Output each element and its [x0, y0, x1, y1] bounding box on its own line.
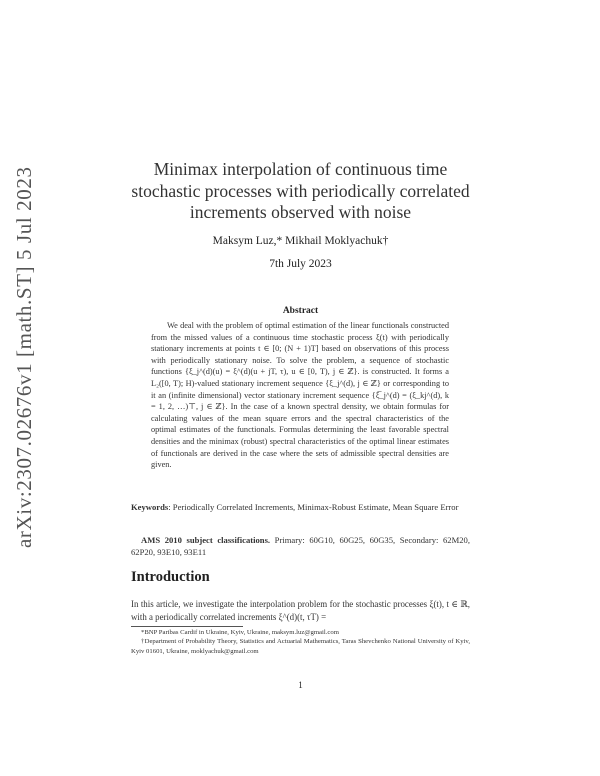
paper-date: 7th July 2023: [269, 258, 332, 270]
footnote-author-2: †Department of Probability Theory, Statistics and Actuarial Mathematics, Taras Shevchenko National University of Kyiv, Kyiv 01601, Ukraine, moklyachuk@gmail.com: [131, 638, 470, 655]
arxiv-identifier: arXiv:2307.02676v1 [math.ST] 5 Jul 2023: [12, 166, 36, 548]
footnotes: [131, 628, 470, 656]
ams-text: Primary: 60G10, 60G25, 60G35, Secondary: 62M20, 62P20, 93E10, 93E11: [131, 535, 470, 557]
abstract-text: We deal with the problem of optimal estimation of the linear functionals constructed from the missed values of a continuous time stochastic process ξ(t) with periodically stationary increments at points t ∈ [0; (N + 1)T] based on observations of this process with periodically stationary noise. To solve the problem, a sequence of stochastic functions {ξ_j^(d)(u) = ξ^(d)(u + jT, τ), u ∈ [0, T), j ∈ ℤ}. is constructed. It forms a L₂([0, T); H)-valued stationary increment sequence {ξ_j^(d), j ∈ ℤ} or corresponding to it an (infinite dimensional) vector stationary increment sequence {ξ̅_j^(d) = (ξ_kj^(d), k = 1, 2, …)⊤, j ∈ ℤ}. In the case of a known spectral density, we obtain formulas for calculating values of the mean square errors and the spectral characteristics of the optimal estimates of the functionals. Formulas determining the least favorable spectral densities and the minimax (robust) spectral characteristics of the optimal linear estimates of functionals are derived in the case where the sets of admissible spectral densities are given.: [151, 321, 449, 470]
keywords-text: : Periodically Correlated Increments, Minimax-Robust Estimate, Mean Square Error: [168, 502, 459, 512]
page-number: 1: [298, 680, 303, 690]
footnote-rule: [131, 626, 243, 627]
footnote-author-1: *BNP Paribas Cardif in Ukraine, Kyiv, Ukraine, maksym.luz@gmail.com: [141, 629, 339, 636]
keywords: [131, 501, 470, 513]
ams-label: AMS 2010 subject classifications.: [141, 535, 271, 545]
paper-title: Minimax interpolation of continuous time stochastic processes with periodically correlated increments observed with noise: [131, 159, 470, 222]
introduction-text: In this article, we investigate the interpolation problem for the stochastic processes ξ(t), t ∈ ℝ, with a periodically correlated increments ξ^(d)(t, τT) =: [131, 599, 470, 622]
ams-classification: [131, 534, 470, 558]
introduction-heading: Introduction: [131, 569, 210, 585]
keywords-label: Keywords: [131, 502, 169, 512]
paper-authors: Maksym Luz,* Mikhail Moklyachuk†: [212, 235, 389, 247]
abstract-heading: Abstract: [282, 306, 319, 316]
